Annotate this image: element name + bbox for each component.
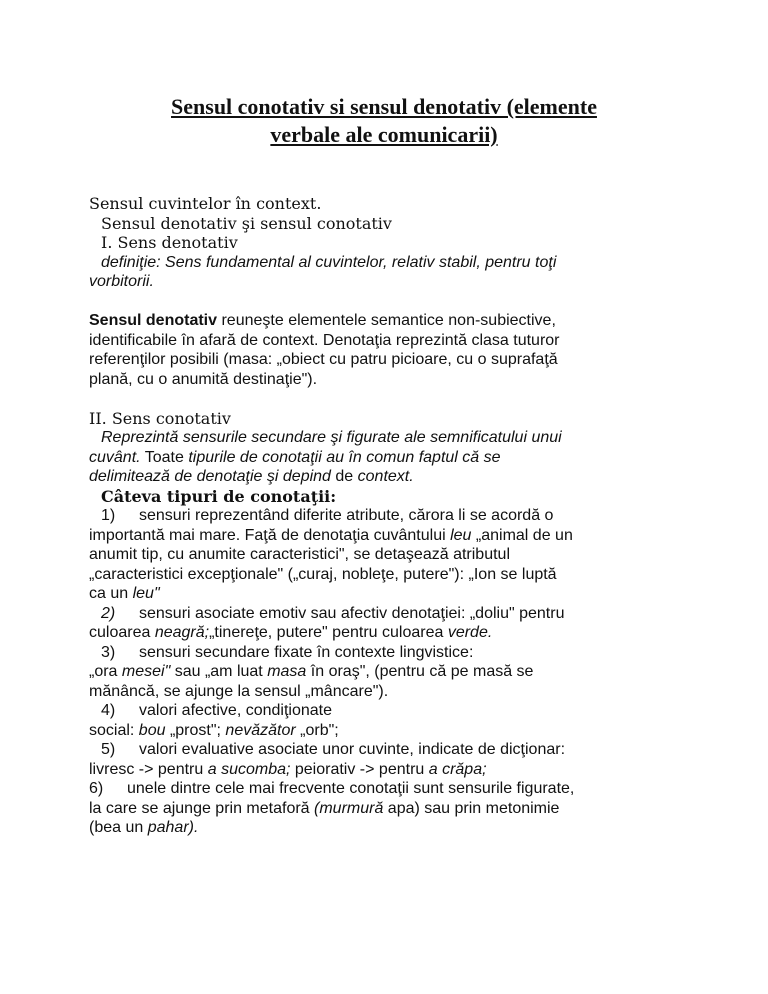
- denotativ-text: reuneşte elementele semantice non-subiective,: [217, 312, 556, 329]
- spacer: [89, 292, 689, 312]
- conotativ-text: Toate: [140, 448, 189, 466]
- section-denotativ-heading: I. Sens denotativ: [101, 233, 238, 252]
- item-text: culoarea: [89, 624, 155, 641]
- item-text: a crăpa;: [428, 760, 487, 778]
- denotativ-paragraph-line: [89, 311, 689, 331]
- item-text: bou: [138, 721, 166, 739]
- item-text: unele dintre cele mai frecvente conotaţii sunt sensurile figurate,: [127, 780, 575, 797]
- item-text: nevăzător: [225, 721, 296, 739]
- item-text: sau „am luat: [170, 663, 268, 680]
- list-item-line: [89, 584, 689, 604]
- list-item-line: [89, 760, 689, 780]
- item-number: 2): [101, 604, 116, 622]
- section-conotativ-heading: II. Sens conotativ: [89, 408, 231, 428]
- item-number: 1): [101, 507, 116, 524]
- item-text: mesei": [121, 663, 171, 680]
- item-text: sensuri asociate emotiv sau afectiv denotaţiei: „doliu" pentru: [139, 604, 565, 622]
- list-item-line: [89, 662, 689, 682]
- list-item: [89, 701, 689, 721]
- conotativ-text: context.: [357, 468, 414, 485]
- item-text: leu: [450, 526, 472, 544]
- denotativ-term: Sensul denotativ: [89, 312, 218, 329]
- conotativ-text: de: [330, 468, 358, 485]
- list-item-line: [89, 799, 689, 819]
- item-text: în oraş", (pentru că pe masă se: [306, 663, 534, 680]
- item-text: (murmură: [314, 799, 384, 817]
- heading-context: Sensul cuvintelor în context.: [89, 194, 322, 213]
- list-item: [89, 604, 689, 624]
- list-item-line: mănâncă, se ajunge la sensul „mâncare").: [89, 682, 389, 700]
- item-number: 4): [101, 702, 116, 719]
- item-number: 6): [89, 780, 104, 797]
- item-text: peiorativ -> pentru: [290, 760, 429, 778]
- item-text: „ora: [89, 663, 122, 680]
- item-text: „tinereţe, putere" pentru culoarea: [209, 624, 448, 641]
- list-item: [89, 643, 689, 663]
- list-item: [89, 779, 689, 799]
- conotativ-paragraph-line: [89, 467, 689, 487]
- item-text: sensuri secundare fixate în contexte lingvistice:: [139, 643, 474, 661]
- item-text: pahar).: [147, 819, 199, 836]
- list-item: [89, 506, 689, 526]
- conotativ-paragraph-line: Reprezintă sensurile secundare şi figurate ale semnificatului unui: [101, 429, 562, 446]
- list-item: [89, 740, 689, 760]
- item-text: ca un: [89, 585, 133, 602]
- item-text: apa) sau prin metonimie: [383, 799, 560, 817]
- conotativ-text: delimitează de denotaţie şi depind: [89, 468, 331, 485]
- item-text: „prost";: [165, 721, 226, 739]
- list-item-line: [89, 818, 689, 838]
- item-text: „animal de un: [471, 526, 573, 544]
- item-text: social:: [89, 721, 139, 739]
- item-text: valori evaluative asociate unor cuvinte, indicate de dicţionar:: [139, 741, 566, 758]
- definition-line-1: definiţie: Sens fundamental al cuvintelor, relativ stabil, pentru toţi: [101, 253, 557, 271]
- list-item-line: [89, 623, 689, 643]
- item-text: masa: [267, 663, 307, 680]
- heading-senses: Sensul denotativ şi sensul conotativ: [101, 213, 392, 233]
- title-line-2: verbale ale comunicarii): [270, 122, 498, 147]
- item-text: importantă mai mare. Faţă de denotaţia cuvântului: [89, 526, 451, 544]
- item-text: livresc -> pentru: [89, 760, 208, 778]
- list-item-line: [89, 721, 689, 741]
- spacer: [89, 389, 689, 409]
- page-title: [60, 93, 708, 149]
- denotativ-paragraph-line: plană, cu o anumită destinaţie").: [89, 370, 318, 388]
- item-text: a sucomba;: [207, 760, 291, 778]
- item-text: (bea un: [89, 819, 148, 836]
- item-number: 5): [101, 741, 116, 758]
- item-text: leu": [132, 585, 160, 602]
- item-text: valori afective, condiţionate: [139, 702, 332, 719]
- item-number: 3): [101, 643, 116, 661]
- definition-line-2: vorbitorii.: [89, 273, 154, 290]
- denotativ-paragraph-line: referenţilor posibili (masa: „obiect cu patru picioare, cu o suprafaţă: [89, 351, 558, 368]
- list-item-line: [89, 526, 689, 546]
- list-item-line: anumit tip, cu anumite caracteristici", se detaşează atributul: [89, 546, 510, 563]
- conotativ-paragraph-line: [89, 448, 689, 468]
- item-text: neagră;: [154, 624, 210, 641]
- item-text: sensuri reprezentând diferite atribute, cărora li se acordă o: [139, 507, 554, 524]
- item-text: la care se ajunge prin metaforă: [89, 799, 315, 817]
- denotativ-paragraph-line: identificabile în afară de context. Denotaţia reprezintă clasa tuturor: [89, 331, 560, 349]
- conotativ-text: tipurile de conotaţii au în comun faptul că se: [188, 448, 501, 466]
- document-body: [89, 194, 689, 838]
- item-text: „orb";: [295, 721, 339, 739]
- types-heading: Câteva tipuri de conotaţii:: [101, 486, 337, 506]
- list-item-line: „caracteristici excepţionale" („curaj, nobleţe, putere"): „Ion se luptă: [89, 565, 557, 583]
- conotativ-text: cuvânt.: [89, 448, 141, 466]
- title-line-1: Sensul conotativ si sensul denotativ (elemente: [171, 94, 597, 119]
- item-text: verde.: [447, 624, 493, 641]
